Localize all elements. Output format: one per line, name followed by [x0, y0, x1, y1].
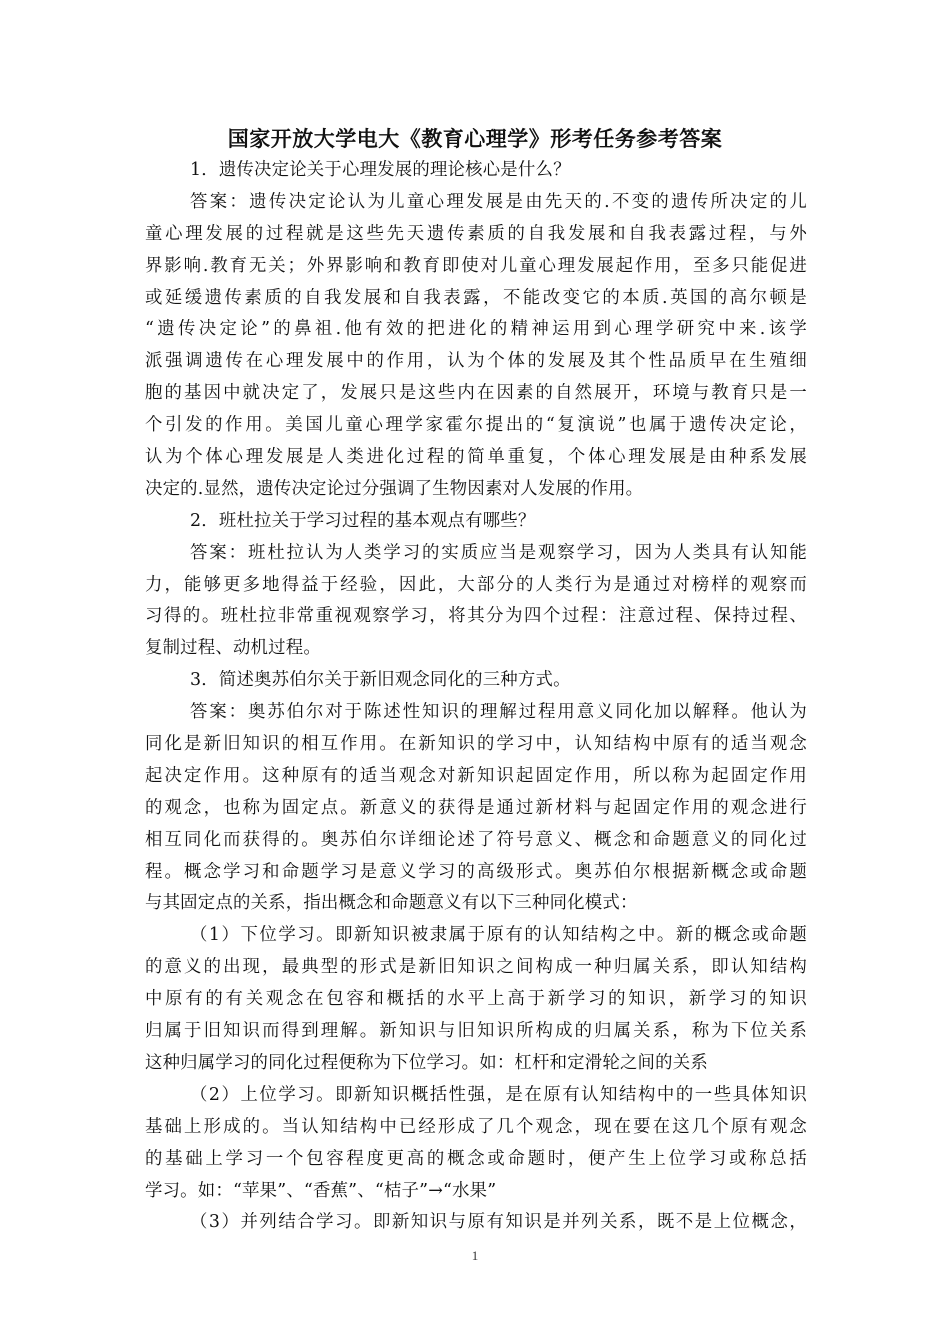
text-line: 起决定作用。这种原有的适当观念对新知识起固定作用，所以称为起固定作用: [145, 765, 807, 786]
text-line: “遗传决定论”的鼻祖.他有效的把进化的精神运用到心理学研究中来.该学: [145, 319, 807, 340]
document-title: 国家开放大学电大《教育心理学》形考任务参考答案: [227, 127, 723, 151]
text-line: 的基础上学习一个包容程度更高的概念或命题时，便产生上位学习或称总括: [145, 1148, 807, 1169]
text-line: 学习。如：“苹果”、“香蕉”、“桔子”→“水果”: [145, 1180, 497, 1201]
text-line: 1．遗传决定论关于心理发展的理论核心是什么？: [190, 160, 571, 180]
text-line: 同化是新旧知识的相互作用。在新知识的学习中，认知结构中原有的适当观念: [145, 734, 807, 755]
text-line: 力，能够更多地得益于经验，因此，大部分的人类行为是通过对榜样的观察而: [145, 574, 807, 595]
text-line: 答案：奥苏伯尔对于陈述性知识的理解过程用意义同化加以解释。他认为: [190, 702, 807, 723]
text-line: 中原有的有关观念在包容和概括的水平上高于新学习的知识，新学习的知识: [145, 989, 807, 1010]
text-line: 与其固定点的关系，指出概念和命题意义有以下三种同化模式：: [145, 893, 638, 914]
text-line: （1）下位学习。即新知识被隶属于原有的认知结构之中。新的概念或命题: [190, 925, 807, 946]
text-line: 基础上形成的。当认知结构中已经形成了几个观念，现在要在这几个原有观念: [145, 1116, 807, 1137]
text-line: 2．班杜拉关于学习过程的基本观点有哪些？: [190, 510, 536, 531]
text-line: 胞的基因中就决定了，发展只是这些内在因素的自然展开，环境与教育只是一: [145, 383, 807, 404]
text-line: 认为个体心理发展是人类进化过程的简单重复，个体心理发展是由种系发展: [145, 447, 807, 468]
text-line: 习得的。班杜拉非常重视观察学习，将其分为四个过程：注意过程、保持过程、: [145, 606, 807, 627]
text-line: 界影响.教育无关；外界影响和教育即使对儿童心理发展起作用，至多只能促进: [145, 255, 807, 276]
text-line: 的意义的出现，最典型的形式是新旧知识之间构成一种归属关系，即认知结构: [145, 957, 807, 978]
document-body: [145, 155, 807, 1239]
text-line: 个引发的作用。美国儿童心理学家霍尔提出的“复演说”也属于遗传决定论，: [145, 415, 807, 436]
text-line: 归属于旧知识而得到理解。新知识与旧知识所构成的归属关系，称为下位关系: [145, 1021, 807, 1042]
text-line: 答案：班杜拉认为人类学习的实质应当是观察学习，因为人类具有认知能: [190, 542, 807, 563]
text-line: 决定的.显然，遗传决定论过分强调了生物因素对人发展的作用。: [145, 478, 644, 499]
text-line: 或延缓遗传素质的自我发展和自我表露，不能改变它的本质.英国的高尔顿是: [145, 287, 807, 308]
text-line: 派强调遗传在心理发展中的作用，认为个体的发展及其个性品质早在生殖细: [145, 351, 807, 372]
text-line: 童心理发展的过程就是这些先天遗传素质的自我发展和自我表露过程，与外: [145, 223, 807, 244]
page-number: 1: [471, 1248, 479, 1263]
text-line: 3．简述奥苏伯尔关于新旧观念同化的三种方式。: [190, 670, 571, 691]
text-line: 答案：遗传决定论认为儿童心理发展是由先天的.不变的遗传所决定的儿: [190, 191, 807, 212]
text-line: 复制过程、动机过程。: [145, 638, 321, 659]
text-line: 相互同化而获得的。奥苏伯尔详细论述了符号意义、概念和命题意义的同化过: [145, 829, 807, 850]
text-line: 的观念，也称为固定点。新意义的获得是通过新材料与起固定作用的观念进行: [145, 797, 807, 818]
text-line: （2）上位学习。即新知识概括性强，是在原有认知结构中的一些具体知识: [190, 1084, 807, 1105]
text-line: （3）并列结合学习。即新知识与原有知识是并列关系，既不是上位概念，: [190, 1212, 807, 1233]
text-line: 程。概念学习和命题学习是意义学习的高级形式。奥苏伯尔根据新概念或命题: [145, 861, 807, 882]
text-line: 这种归属学习的同化过程便称为下位学习。如：杠杆和定滑轮之间的关系: [145, 1052, 708, 1073]
